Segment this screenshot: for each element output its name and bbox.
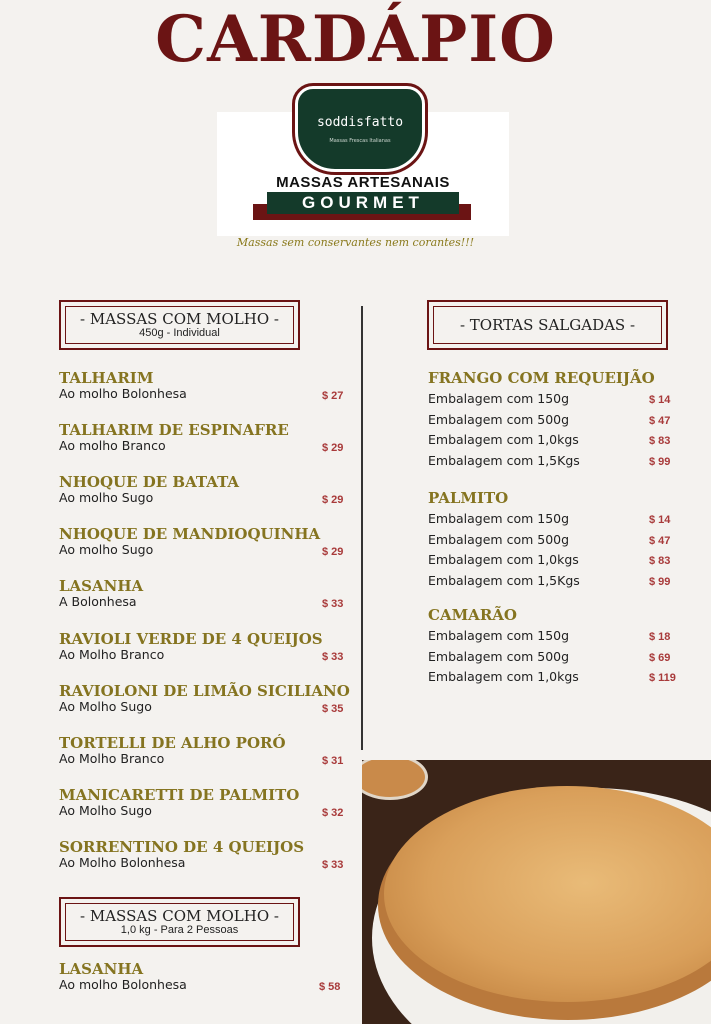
brand-badge [295,86,425,172]
torta-option-price: $ 99 [649,575,671,588]
menu-item-desc: Ao molho Sugo [59,542,154,558]
torta-option-label: Embalagem com 500g [428,648,570,664]
menu-item-name: MANICARETTI DE PALMITO [59,785,300,804]
brand-name: soddisfatto [316,114,404,130]
menu-item-price: $ 35 [322,702,344,715]
torta-option-price: $ 14 [649,394,671,406]
torta-option-price: $ 47 [649,534,671,547]
logo-line-artesanais: MASSAS ARTESANAIS [276,174,450,191]
menu-item-price: $ 33 [322,650,344,663]
torta-name: PALMITO [428,489,509,507]
torta-option-price: $ 83 [649,555,671,567]
menu-item-name: TALHARIM DE ESPINAFRE [59,421,289,440]
menu-item-desc: Ao Molho Branco [59,646,165,662]
menu-item-name: RAVIOLI VERDE DE 4 QUEIJOS [59,629,323,648]
section-title: - MASSAS COM MOLHO - [80,310,279,328]
torta-option-price: $ 119 [649,672,676,684]
torta-name: FRANGO COM REQUEIJÃO [428,369,655,387]
tagline: Massas sem conservantes nem corantes!!! [236,236,475,249]
section-header-tortas [427,300,668,350]
page-title: CARDÁPIO [155,2,556,77]
torta-option-label: Embalagem com 1,0kgs [428,669,579,684]
menu-item-desc: Ao Molho Sugo [59,802,152,818]
menu-item-name: NHOQUE DE MANDIOQUINHA [59,525,321,544]
section-header-massas-2kg [59,897,300,947]
menu-item-name: TORTELLI DE ALHO PORÓ [59,733,286,752]
menu-item-name: TALHARIM [59,369,154,387]
section-header-massas [59,300,300,350]
torta-option-price: $ 69 [649,651,671,664]
torta-option-label: Embalagem com 150g [428,511,570,526]
menu-item-price: $ 29 [322,494,344,507]
torta-option-label: Embalagem com 1,5Kgs [428,572,580,588]
torta-option-price: $ 47 [649,414,671,427]
menu-item-price: $ 31 [322,754,344,767]
torta-option-label: Embalagem com 500g [428,411,570,427]
menu-item-price: $ 33 [322,598,344,611]
menu-item-name: NHOQUE DE BATATA [59,473,240,492]
menu-item-desc: A Bolonhesa [59,594,137,610]
torta-option-label: Embalagem com 150g [428,628,570,643]
brand-logo [217,112,509,236]
menu-item-name: RAVIOLONI DE LIMÃO SICILIANO [59,681,350,700]
section-subtitle: 1,0 kg - Para 2 Pessoas [120,924,239,936]
menu-item-name: SORRENTINO DE 4 QUEIJOS [59,837,305,856]
column-divider [361,306,363,750]
torta-option-label: Embalagem com 150g [428,391,570,406]
torta-option-price: $ 99 [649,455,671,468]
torta-option-label: Embalagem com 500g [428,531,570,547]
torta-option-price: $ 14 [649,514,671,526]
logo-line-gourmet: GOURMET [267,192,459,214]
menu-item-name: LASANHA [59,960,144,978]
section-subtitle: 450g - Individual [139,327,220,339]
menu-item-desc: Ao Molho Bolonhesa [59,854,186,870]
section-title: - TORTAS SALGADAS - [459,316,636,334]
menu-item-desc: Ao molho Bolonhesa [59,386,187,401]
menu-item-price: $ 58 [319,981,341,993]
menu-item-price: $ 29 [322,546,344,559]
torta-option-price: $ 83 [649,435,671,447]
torta-option-label: Embalagem com 1,5Kgs [428,452,580,468]
menu-item-desc: Ao molho Bolonhesa [59,977,187,992]
section-title: - MASSAS COM MOLHO - [80,907,279,925]
torta-option-price: $ 18 [649,631,671,643]
torta-option-label: Embalagem com 1,0kgs [428,432,579,447]
torta-option-label: Embalagem com 1,0kgs [428,552,579,567]
menu-item-desc: Ao Molho Branco [59,750,165,766]
side-bowl [362,760,428,800]
menu-item-desc: Ao Molho Sugo [59,698,152,714]
menu-item-desc: Ao molho Sugo [59,490,154,506]
menu-item-name: LASANHA [59,577,144,596]
menu-item-price: $ 33 [322,858,344,871]
pie-photo [362,760,711,1024]
menu-item-price: $ 32 [322,806,344,819]
menu-item-price: $ 29 [322,442,344,455]
torta-name: CAMARÃO [428,606,517,624]
menu-item-desc: Ao molho Branco [59,438,166,454]
brand-subtitle: Massas Frescas Italianas [329,137,391,144]
menu-item-price: $ 27 [322,390,344,402]
